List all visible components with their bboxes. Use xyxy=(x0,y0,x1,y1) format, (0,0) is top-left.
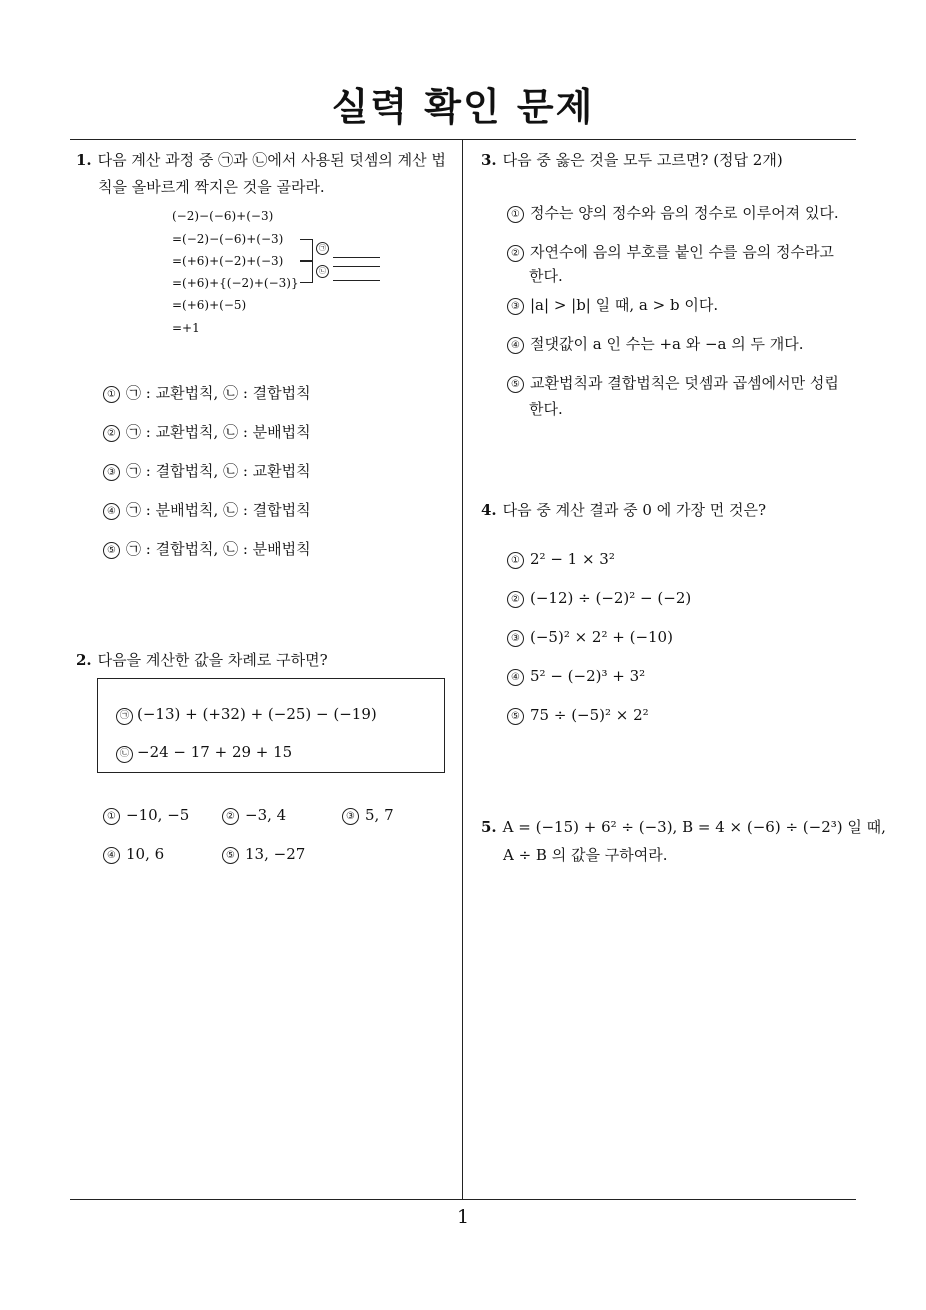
derivation-line: =+1 xyxy=(172,321,200,335)
page-number: 1 xyxy=(456,1206,470,1228)
option-number: ① xyxy=(103,808,120,825)
answer-blank xyxy=(333,257,380,258)
option-number: ④ xyxy=(507,669,524,686)
derivation-line: =(−2)−(−6)+(−3) xyxy=(172,232,284,246)
option-number: ① xyxy=(103,386,120,403)
option-text: ㉠ : 교환법칙, ㉡ : 분배법칙 xyxy=(126,423,311,441)
option-text: 교환법칙과 결합법칙은 덧셈과 곱셈에서만 성립 xyxy=(530,374,839,392)
option-item[interactable] xyxy=(507,706,649,725)
question-number: 4. xyxy=(481,501,497,519)
mark-circle: ㉠ xyxy=(116,708,133,725)
option-text: (−5)² × 2² + (−10) xyxy=(530,628,673,646)
option-text: 자연수에 음의 부호를 붙인 수를 음의 정수라고 xyxy=(530,243,834,261)
option-item[interactable] xyxy=(507,550,615,569)
option-item[interactable] xyxy=(507,202,839,223)
question-text: 다음 계산 과정 중 ㉠과 ㉡에서 사용된 덧셈의 계산 법 xyxy=(97,151,446,169)
option-text-cont: 한다. xyxy=(529,400,563,418)
option-text: ㉠ : 분배법칙, ㉡ : 결합법칙 xyxy=(126,501,311,519)
option-text-cont: 한다. xyxy=(529,267,563,285)
option-text: −10, −5 xyxy=(126,806,190,824)
option-number: ① xyxy=(507,552,524,569)
option-text: 75 ÷ (−5)² × 2² xyxy=(530,706,649,724)
derivation-line: =(+6)+{(−2)+(−3)} xyxy=(172,276,299,290)
expression: (−13) + (+32) + (−25) − (−19) xyxy=(137,705,377,723)
mark-circle: ㉠ xyxy=(316,242,329,255)
option-item[interactable] xyxy=(103,845,164,864)
option-number: ⑤ xyxy=(222,847,239,864)
question-3 xyxy=(481,148,783,173)
mark-circle: ㉡ xyxy=(316,265,329,278)
question-number: 5. xyxy=(481,818,497,836)
option-text: 13, −27 xyxy=(245,845,306,863)
option-item[interactable] xyxy=(507,333,804,354)
option-item[interactable] xyxy=(507,294,718,315)
option-item[interactable] xyxy=(103,421,311,442)
question-4 xyxy=(481,498,766,523)
option-text: 절댓값이 a 인 수는 +a 와 −a 의 두 개다. xyxy=(530,335,804,353)
option-number: ② xyxy=(103,425,120,442)
question-text-cont: A ÷ B 의 값을 구하여라. xyxy=(503,846,668,864)
derivation-line: =(+6)+(−5) xyxy=(172,298,247,312)
expression: −24 − 17 + 29 + 15 xyxy=(137,743,293,761)
expression-line xyxy=(116,705,377,725)
option-text: ㉠ : 교환법칙, ㉡ : 결합법칙 xyxy=(126,384,311,402)
option-item[interactable] xyxy=(103,499,311,520)
option-number: ⑤ xyxy=(103,542,120,559)
option-number: ② xyxy=(507,245,524,262)
option-item[interactable] xyxy=(342,806,394,825)
option-number: ③ xyxy=(342,808,359,825)
expression-line xyxy=(116,743,292,763)
question-text-cont: 칙을 올바르게 짝지은 것을 골라라. xyxy=(98,178,325,196)
question-1 xyxy=(76,148,456,173)
question-text: 다음을 계산한 값을 차례로 구하면? xyxy=(97,651,328,669)
question-text: 다음 중 계산 결과 중 0 에 가장 먼 것은? xyxy=(502,501,767,519)
bracket-mark xyxy=(300,261,313,283)
option-number: ③ xyxy=(103,464,120,481)
answer-blank xyxy=(333,266,380,267)
option-number: ③ xyxy=(507,630,524,647)
option-item[interactable] xyxy=(103,538,311,559)
question-number: 1. xyxy=(76,151,92,169)
option-item[interactable] xyxy=(103,382,311,403)
option-text: ㉠ : 결합법칙, ㉡ : 교환법칙 xyxy=(126,462,311,480)
answer-blank xyxy=(333,280,380,281)
option-number: ④ xyxy=(103,503,120,520)
option-number: ① xyxy=(507,206,524,223)
question-text: A = (−15) + 6² ÷ (−3), B = 4 × (−6) ÷ (−2³) 일 때, xyxy=(502,818,886,836)
option-item[interactable] xyxy=(222,845,305,864)
option-text: 정수는 양의 정수와 음의 정수로 이루어져 있다. xyxy=(530,204,839,222)
derivation-line: =(+6)+(−2)+(−3) xyxy=(172,254,284,268)
option-text: ㉠ : 결합법칙, ㉡ : 분배법칙 xyxy=(126,540,311,558)
option-text: 5² − (−2)³ + 3² xyxy=(530,667,646,685)
option-text: 10, 6 xyxy=(126,845,165,863)
footer-rule xyxy=(70,1199,856,1200)
option-item[interactable] xyxy=(507,589,691,608)
option-item[interactable] xyxy=(507,667,645,686)
option-number: ② xyxy=(222,808,239,825)
option-item[interactable] xyxy=(507,372,839,393)
option-text: (−12) ÷ (−2)² − (−2) xyxy=(530,589,692,607)
option-number: ② xyxy=(507,591,524,608)
question-number: 3. xyxy=(481,151,497,169)
option-number: ⑤ xyxy=(507,376,524,393)
question-2 xyxy=(76,648,328,673)
option-number: ④ xyxy=(103,847,120,864)
header-rule xyxy=(70,139,856,140)
option-text: |a| > |b| 일 때, a > b 이다. xyxy=(530,296,719,314)
option-text: −3, 4 xyxy=(245,806,287,824)
mark-circle: ㉡ xyxy=(116,746,133,763)
question-number: 2. xyxy=(76,651,92,669)
option-text: 5, 7 xyxy=(365,806,394,824)
option-number: ③ xyxy=(507,298,524,315)
option-item[interactable] xyxy=(103,806,189,825)
question-5 xyxy=(481,815,886,840)
option-number: ④ xyxy=(507,337,524,354)
option-item[interactable] xyxy=(507,628,673,647)
option-item[interactable] xyxy=(507,241,834,262)
bracket-mark xyxy=(300,239,313,261)
question-text: 다음 중 옳은 것을 모두 고르면? (정답 2개) xyxy=(502,151,783,169)
option-item[interactable] xyxy=(103,460,311,481)
option-text: 2² − 1 × 3² xyxy=(530,550,615,568)
option-item[interactable] xyxy=(222,806,286,825)
page-title: 실력 확인 문제 xyxy=(331,85,595,129)
option-number: ⑤ xyxy=(507,708,524,725)
column-divider xyxy=(462,140,463,1200)
derivation-line: (−2)−(−6)+(−3) xyxy=(172,209,274,223)
